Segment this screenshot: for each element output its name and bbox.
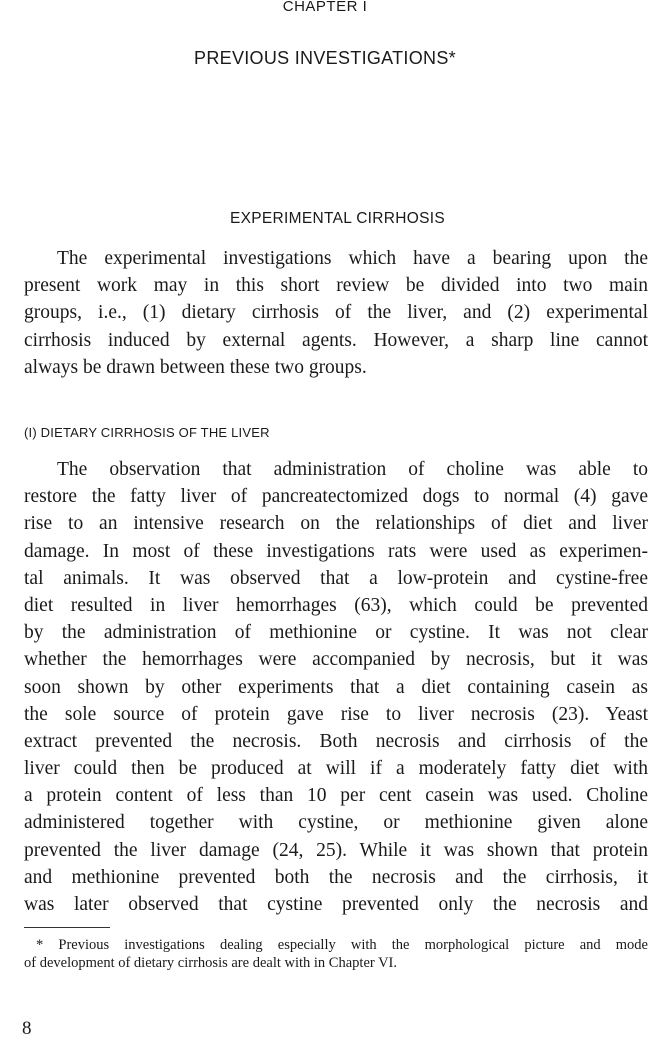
- subsection-heading: (I) DIETARY CIRRHOSIS OF THE LIVER: [24, 425, 270, 440]
- page-number: 8: [22, 1018, 32, 1039]
- text-line: and methionine prevented both the necrosis and the cirrhosis, it: [24, 866, 648, 888]
- text-line: The observation that administration of choline was able to: [57, 459, 648, 480]
- chapter-label: CHAPTER I: [282, 0, 368, 15]
- section-heading: EXPERIMENTAL CIRRHOSIS: [229, 210, 446, 227]
- text-line: The experimental investigations which have a bearing upon the: [57, 248, 648, 269]
- text-line: by the administration of methionine or cystine. It was not clear: [24, 622, 648, 644]
- text-line: groups, i.e., (1) dietary cirrhosis of the liver, and (2) experimental: [24, 302, 648, 324]
- section-paragraph: [24, 245, 648, 381]
- footnote: [24, 936, 648, 972]
- footnote-divider: [24, 927, 110, 928]
- text-line: rise to an intensive research on the relationships of diet and liver: [24, 513, 648, 535]
- subsection-paragraph: [24, 456, 648, 918]
- footnote-line: * Previous investigations dealing especially with the morphological picture and mode: [36, 937, 648, 953]
- text-line: liver could then be produced at will if a moderately fatty diet with: [24, 758, 648, 780]
- text-line: restore the fatty liver of pancreatectomized dogs to normal (4) gave: [24, 486, 648, 508]
- text-line: tal animals. It was observed that a low-protein and cystine-free: [24, 567, 648, 589]
- text-line: damage. In most of these investigations rats were used as experimen-: [24, 540, 648, 562]
- text-line: soon shown by other experiments that a diet containing casein as: [24, 676, 648, 698]
- text-line: administered together with cystine, or methionine given alone: [24, 812, 648, 834]
- text-line: cirrhosis induced by external agents. However, a sharp line cannot: [24, 329, 648, 351]
- text-line: whether the hemorrhages were accompanied by necrosis, but it was: [24, 649, 648, 671]
- footnote-line: of development of dietary cirrhosis are dealt with in Chapter VI.: [24, 955, 397, 971]
- text-line: present work may in this short review be divided into two main: [24, 275, 648, 297]
- text-line: extract prevented the necrosis. Both necrosis and cirrhosis of the: [24, 730, 648, 752]
- text-line: prevented the liver damage (24, 25). While it was shown that protein: [24, 839, 648, 861]
- chapter-title: PREVIOUS INVESTIGATIONS*: [194, 48, 456, 68]
- text-line: the sole source of protein gave rise to liver necrosis (23). Yeast: [24, 703, 648, 725]
- text-line: diet resulted in liver hemorrhages (63), which could be prevented: [24, 594, 648, 616]
- text-line: was later observed that cystine prevented only the necrosis and: [24, 894, 648, 915]
- text-line: a protein content of less than 10 per cent casein was used. Choline: [24, 785, 648, 807]
- text-line: always be drawn between these two groups.: [24, 356, 367, 378]
